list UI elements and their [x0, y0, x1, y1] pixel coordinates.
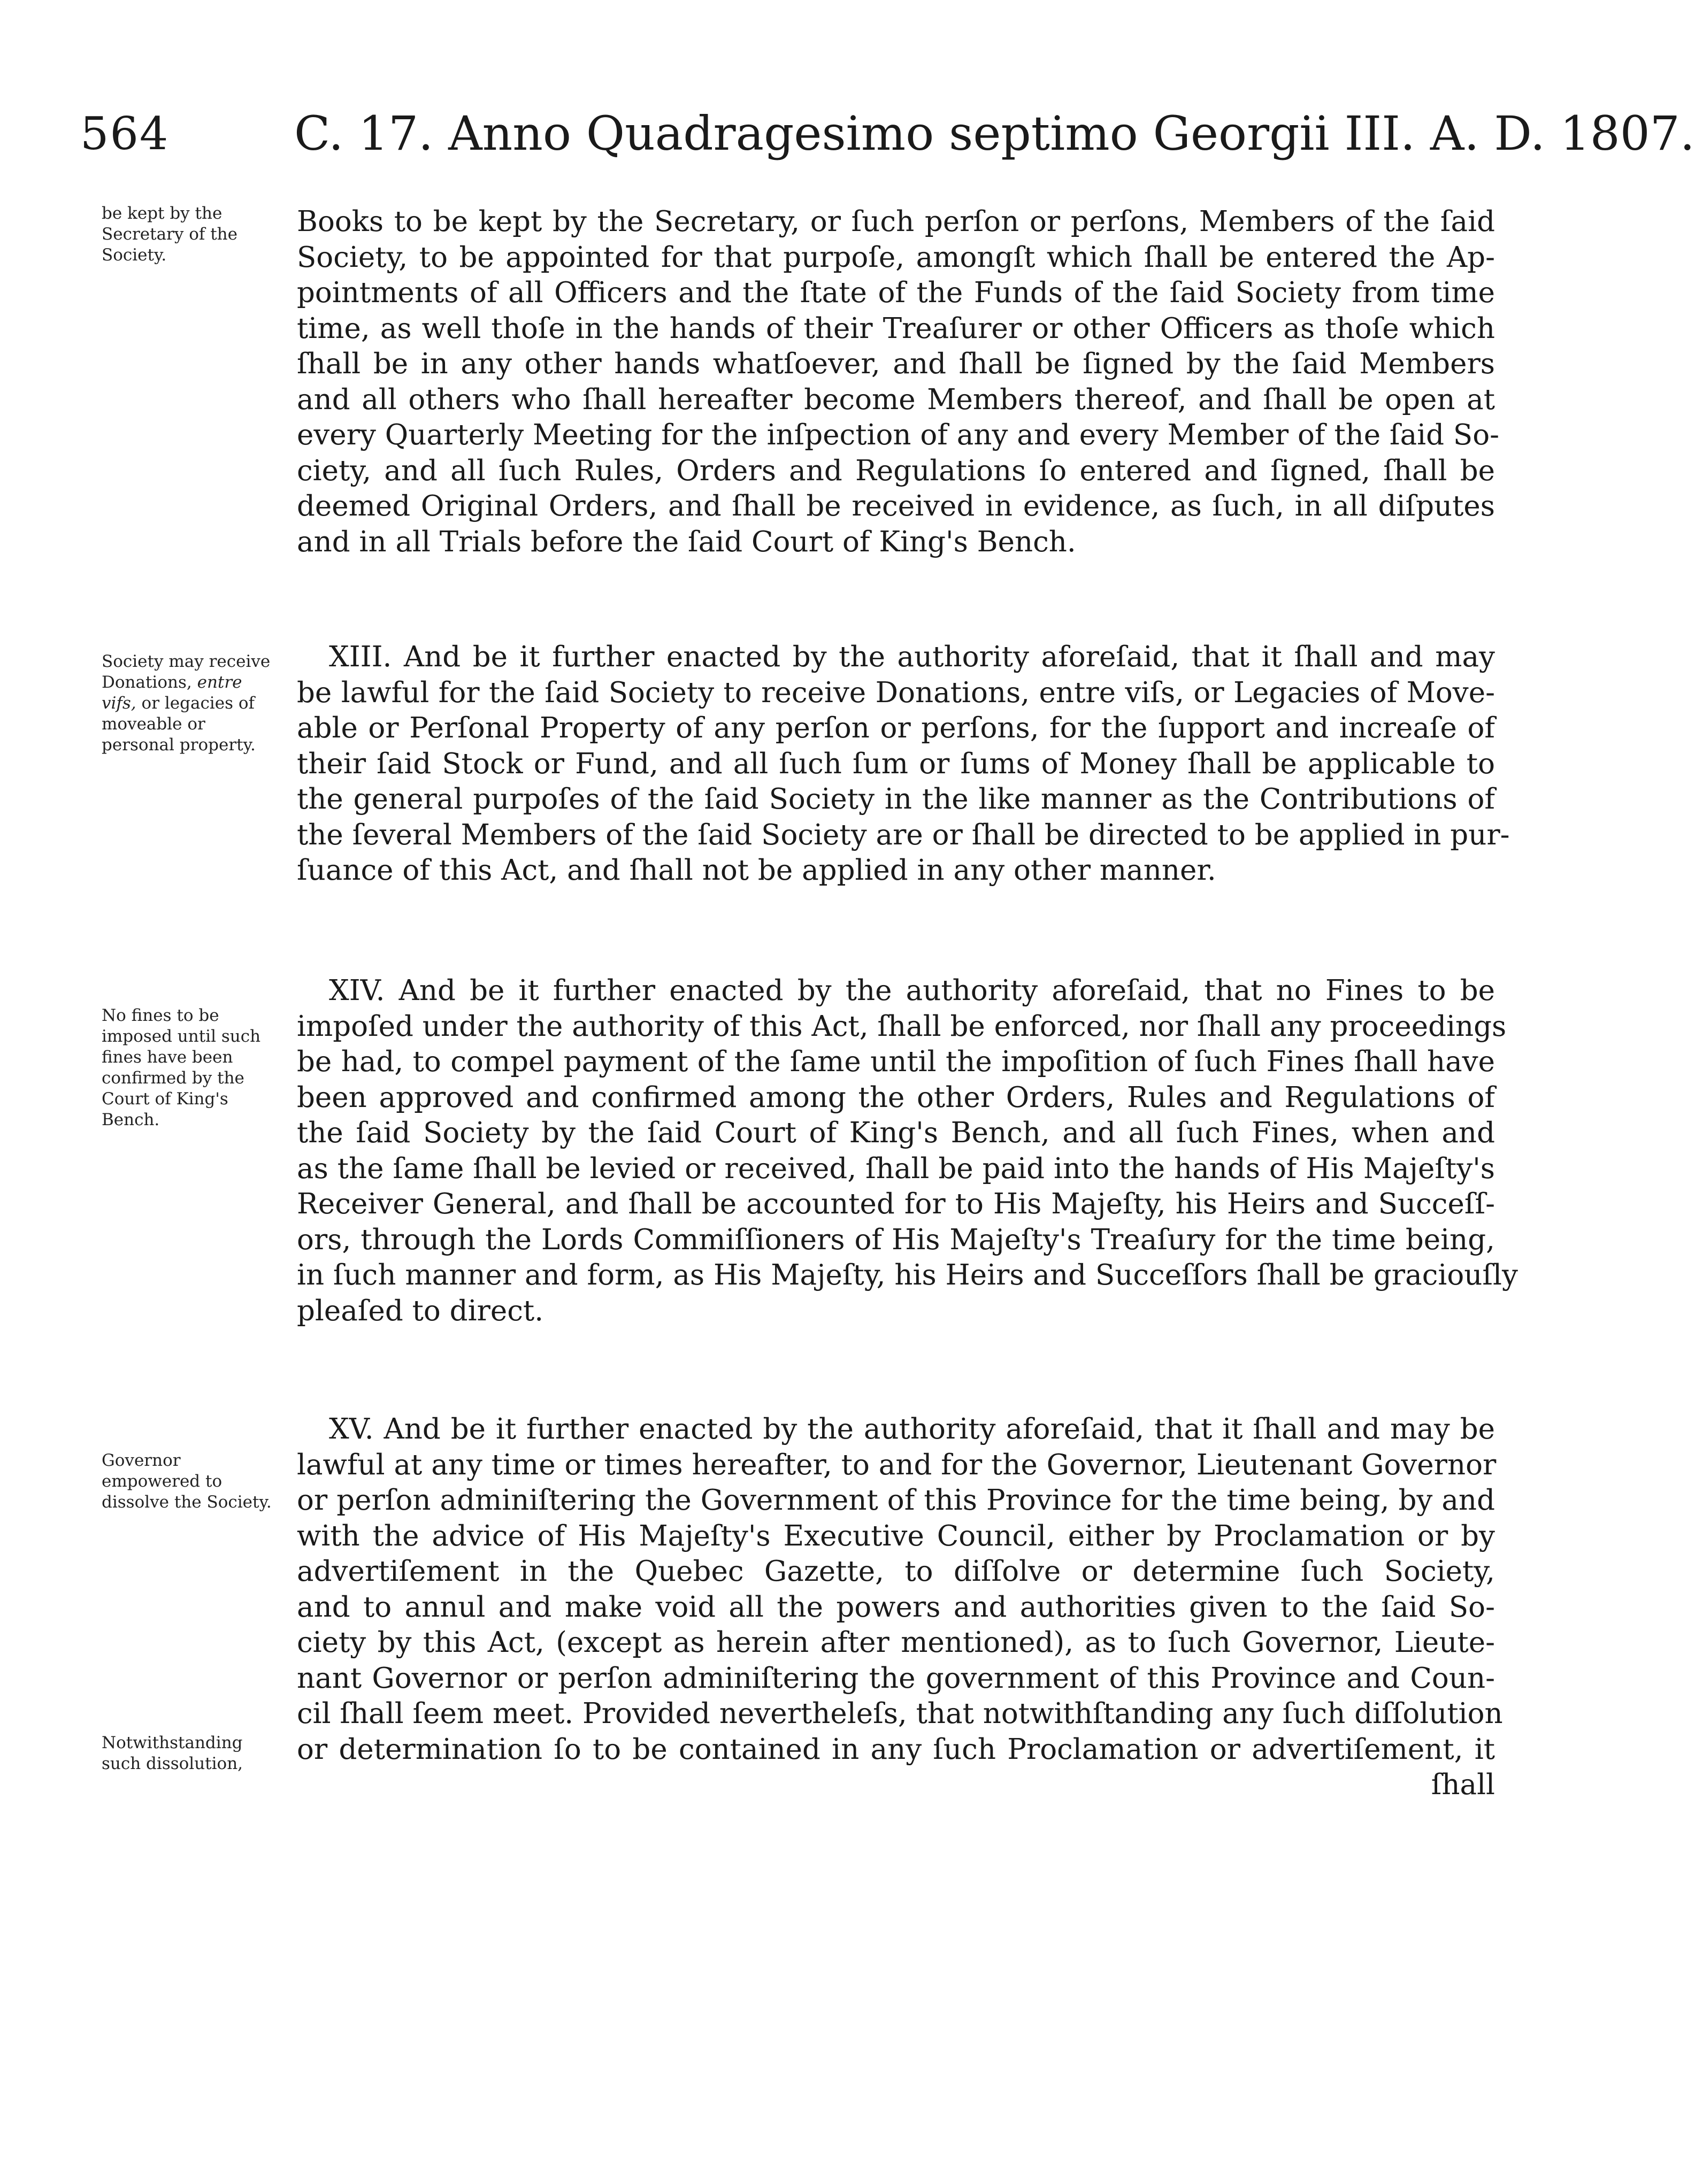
text-line: ciety, and all ſuch Rules, Orders and Regulations ſo entered and ſigned, ſhall be — [297, 454, 1495, 487]
text-line: able or Perſonal Property of any perſon or perſons, for the ſupport and increaſe of — [297, 712, 1495, 744]
text-line: the general purpoſes of the ſaid Society in the like manner as the Contributions of — [297, 783, 1495, 816]
text-line: Society, to be appointed for that purpoſe, amongſt which ſhall be entered the Ap- — [297, 241, 1495, 274]
text-line: XV. And be it further enacted by the authority aforeſaid, that it ſhall and may be — [329, 1413, 1495, 1445]
text-line: ors, through the Lords Commiſſioners of His Majeſty's Treaſury for the time being, — [297, 1223, 1495, 1256]
text-line: cil ſhall ſeem meet. Provided nevertheleſs, that notwithſtanding any ſuch diſſolution — [297, 1697, 1503, 1730]
text-line: and all others who ſhall hereafter become Members thereof, and ſhall be open at — [297, 383, 1495, 416]
text-line: and in all Trials before the ſaid Court of King's Bench. — [297, 525, 1076, 558]
text-line: every Quarterly Meeting for the inſpection of any and every Member of the ſaid So- — [297, 419, 1500, 451]
margin-note-donations — [102, 651, 275, 756]
text-line: ciety by this Act, (except as herein after mentioned), as to ſuch Governor, Lieute- — [297, 1626, 1495, 1659]
margin-note-donations-text-after: or legacies of moveable or personal property. — [102, 694, 256, 755]
text-line: impoſed under the authority of this Act, ſhall be enforced, nor ſhall any proceedings — [297, 1010, 1507, 1043]
margin-note-donations-italic: entre vifs, — [102, 673, 242, 713]
text-line: deemed Original Orders, and ſhall be received in evidence, as ſuch, in all diſputes — [297, 490, 1495, 522]
page-number: 564 — [80, 107, 170, 160]
text-line: their ſaid Stock or Fund, and all ſuch ſum or ſums of Money ſhall be applicable to — [297, 747, 1495, 780]
text-line: Books to be kept by the Secretary, or ſuch perſon or perſons, Members of the ſaid — [297, 205, 1495, 238]
text-line: be had, to compel payment of the ſame until the impoſition of ſuch Fines ſhall have — [297, 1045, 1495, 1078]
text-line: XIV. And be it further enacted by the authority aforeſaid, that no Fines to be — [329, 974, 1495, 1007]
text-line: with the advice of His Majeſty's Executive Council, either by Proclamation or by — [297, 1519, 1495, 1552]
section-xiii — [297, 640, 1510, 889]
text-line: pleaſed to direct. — [297, 1294, 544, 1327]
margin-note-fines: No fines to be imposed until such fines have been confirmed by the Court of King's Bench. — [102, 1006, 261, 1129]
text-line: or perſon adminiſtering the Government of this Province for the time being, by and — [297, 1484, 1495, 1517]
text-line: or determination ſo to be contained in any ſuch Proclamation or advertiſement, it — [297, 1733, 1495, 1766]
text-line: pointments of all Officers and the ſtate of the Funds of the ſaid Society from time — [297, 276, 1495, 309]
section-books — [297, 204, 1500, 560]
margin-note-dissolution: Notwithstanding such dissolution, — [102, 1733, 243, 1773]
margin-note-books: be kept by the Secretary of the Society. — [102, 204, 237, 265]
text-line: lawful at any time or times hereafter, to and for the Governor, Lieutenant Governor — [297, 1448, 1497, 1481]
catchword: ſhall — [1431, 1768, 1495, 1801]
text-line: time, as well thoſe in the hands of their Treaſurer or other Officers as thoſe which — [297, 312, 1495, 345]
page-header — [80, 104, 1695, 163]
text-line: in ſuch manner and form, as His Majeſty, his Heirs and Succeſſors ſhall be graciouſly — [297, 1259, 1518, 1291]
text-line: ſuance of this Act, and ſhall not be applied in any other manner. — [297, 854, 1216, 887]
margin-note-governor: Governor empowered to dissolve the Society. — [102, 1451, 272, 1512]
text-line: the ſaid Society by the ſaid Court of King's Bench, and all ſuch Fines, when and — [297, 1117, 1495, 1149]
text-line: been approved and confirmed among the other Orders, Rules and Regulations of — [297, 1081, 1495, 1114]
text-line: as the ſame ſhall be levied or received, ſhall be paid into the hands of His Majeſty's — [297, 1152, 1495, 1185]
section-xiv — [297, 973, 1518, 1329]
text-line: advertiſement in the Quebec Gazette, to diſſolve or determine ſuch Society, — [297, 1555, 1495, 1588]
text-line: ſhall be in any other hands whatſoever, and ſhall be ſigned by the ſaid Members — [297, 348, 1495, 380]
text-line: nant Governor or perſon adminiſtering the government of this Province and Coun- — [297, 1662, 1495, 1695]
section-xv — [297, 1412, 1503, 1803]
text-line: and to annul and make void all the powers and authorities given to the ſaid So- — [297, 1590, 1495, 1624]
margin-note-donations-text: Society may receive Donations, — [102, 652, 271, 692]
text-line: Receiver General, and ſhall be accounted for to His Majeſty, his Heirs and Succeſſ- — [297, 1188, 1495, 1220]
text-line: XIII. And be it further enacted by the authority aforeſaid, that it ſhall and may — [329, 641, 1495, 673]
text-line: the ſeveral Members of the ſaid Society are or ſhall be directed to be applied in pur- — [297, 818, 1510, 851]
running-title: C. 17. Anno Quadragesimo septimo Georgii III. A. D. 1807. — [294, 106, 1695, 161]
text-line: be lawful for the ſaid Society to receive Donations, entre viſs, or Legacies of Move- — [297, 676, 1495, 709]
